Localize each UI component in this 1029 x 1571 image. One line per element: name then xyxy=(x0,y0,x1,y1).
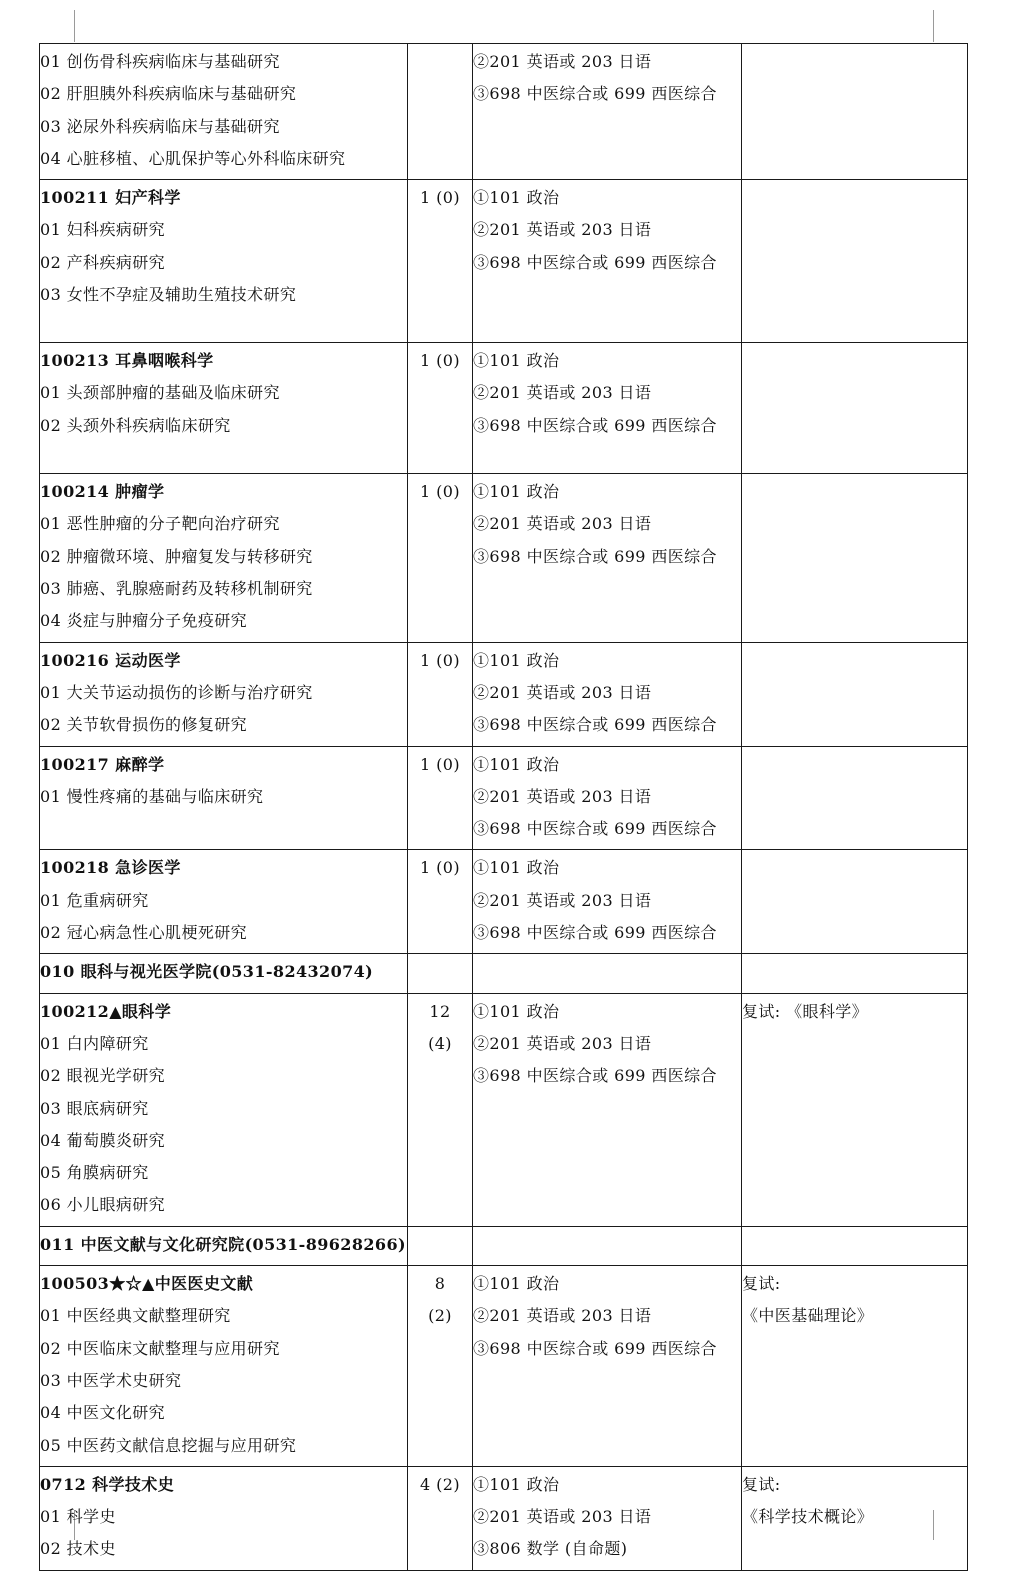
program-cell xyxy=(40,44,408,180)
exam-cell xyxy=(473,954,742,993)
program-code: 100217 麻醉学 xyxy=(40,754,165,774)
direction-item: 03 泌尿外科疾病临床与基础研究 xyxy=(40,116,280,136)
enrollment-cell xyxy=(408,474,473,642)
exam-item: ②201 英语或 203 日语 xyxy=(473,890,652,910)
exam-item: ③698 中医综合或 699 西医综合 xyxy=(473,84,717,104)
direction-item: 02 肝胆胰外科疾病临床与基础研究 xyxy=(40,84,297,104)
exam-cell xyxy=(473,850,742,954)
exam-item: ①101 政治 xyxy=(473,1474,560,1494)
direction-item: 04 炎症与肿瘤分子免疫研究 xyxy=(40,611,248,631)
remark-cell xyxy=(742,180,968,343)
remark-cell xyxy=(742,746,968,850)
table-row xyxy=(40,44,968,180)
direction-item: 06 小儿眼病研究 xyxy=(40,1195,166,1215)
program-code: 0712 科学技术史 xyxy=(40,1474,175,1494)
direction-item: 01 恶性肿瘤的分子靶向治疗研究 xyxy=(40,514,280,534)
direction-item: 01 头颈部肿瘤的基础及临床研究 xyxy=(40,383,280,403)
exam-item: ①101 政治 xyxy=(473,351,560,371)
exam-item: ①101 政治 xyxy=(473,754,560,774)
enrollment-cell xyxy=(408,850,473,954)
remark-cell xyxy=(742,343,968,474)
remark-cell xyxy=(742,44,968,180)
exam-cell xyxy=(473,642,742,746)
table-row xyxy=(40,1466,968,1570)
program-cell xyxy=(40,993,408,1226)
enrollment-count: 8 xyxy=(434,1274,446,1294)
exam-item: ②201 英语或 203 日语 xyxy=(473,1507,652,1527)
exam-item: ①101 政治 xyxy=(473,650,560,670)
exam-cell xyxy=(473,474,742,642)
direction-item: 02 产科疾病研究 xyxy=(40,252,166,272)
enrollment-count: 12 xyxy=(429,1001,451,1021)
direction-item: 03 肺癌、乳腺癌耐药及转移机制研究 xyxy=(40,579,313,599)
department-row xyxy=(40,1226,968,1265)
exam-item: ②201 英语或 203 日语 xyxy=(473,514,652,534)
enrollment-cell xyxy=(408,642,473,746)
exam-cell xyxy=(473,993,742,1226)
remark-item: 复试: xyxy=(742,1474,781,1494)
department-row xyxy=(40,954,968,993)
direction-item: 02 冠心病急性心肌梗死研究 xyxy=(40,923,248,943)
exam-cell xyxy=(473,343,742,474)
program-code: 100213 耳鼻咽喉科学 xyxy=(40,351,214,371)
exam-cell xyxy=(473,1266,742,1467)
direction-item: 01 科学史 xyxy=(40,1507,116,1527)
table-row xyxy=(40,474,968,642)
enrollment-count: 4 (2) xyxy=(420,1474,460,1494)
department-title: 010 眼科与视光医学院(0531-82432074) xyxy=(40,954,408,993)
exam-item: ②201 英语或 203 日语 xyxy=(473,52,652,71)
program-code: 100218 急诊医学 xyxy=(40,858,181,878)
enrollment-count: 1 (0) xyxy=(420,188,460,208)
direction-item: 02 关节软骨损伤的修复研究 xyxy=(40,715,248,735)
remark-item: 复试: 《眼科学》 xyxy=(742,1001,869,1021)
crop-mark-top-left xyxy=(74,10,75,42)
exam-item: ③698 中医综合或 699 西医综合 xyxy=(473,715,717,735)
direction-item: 03 女性不孕症及辅助生殖技术研究 xyxy=(40,285,297,305)
exam-item: ③698 中医综合或 699 西医综合 xyxy=(473,819,717,839)
direction-item: 05 中医药文献信息挖掘与应用研究 xyxy=(40,1435,297,1455)
program-cell xyxy=(40,474,408,642)
remark-cell xyxy=(742,642,968,746)
remark-cell xyxy=(742,1266,968,1467)
exam-item: ②201 英语或 203 日语 xyxy=(473,1306,652,1326)
exam-item: ③806 数学 (自命题) xyxy=(473,1539,628,1559)
program-cell xyxy=(40,343,408,474)
program-cell xyxy=(40,1266,408,1467)
exam-item: ③698 中医综合或 699 西医综合 xyxy=(473,546,717,566)
exam-item: ①101 政治 xyxy=(473,188,560,208)
enrollment-cell xyxy=(408,180,473,343)
direction-item: 04 中医文化研究 xyxy=(40,1403,166,1423)
direction-item: 01 慢性疼痛的基础与临床研究 xyxy=(40,786,264,806)
table-row xyxy=(40,642,968,746)
enrollment-cell xyxy=(408,343,473,474)
exam-item: ③698 中医综合或 699 西医综合 xyxy=(473,415,717,435)
exam-item: ③698 中医综合或 699 西医综合 xyxy=(473,923,717,943)
remark-cell xyxy=(742,850,968,954)
remark-cell xyxy=(742,993,968,1226)
exam-cell xyxy=(473,1466,742,1570)
enrollment-count: 1 (0) xyxy=(420,858,460,878)
direction-item: 02 肿瘤微环境、肿瘤复发与转移研究 xyxy=(40,546,313,566)
direction-item: 03 中医学术史研究 xyxy=(40,1370,182,1390)
direction-item: 01 创伤骨科疾病临床与基础研究 xyxy=(40,52,280,71)
remark-cell xyxy=(742,1226,968,1265)
exam-cell xyxy=(473,180,742,343)
program-code: 100214 肿瘤学 xyxy=(40,482,165,502)
direction-item: 02 眼视光学研究 xyxy=(40,1066,166,1086)
enrollment-cell xyxy=(408,993,473,1226)
exam-item: ②201 英语或 203 日语 xyxy=(473,682,652,702)
table-row xyxy=(40,180,968,343)
enrollment-cell xyxy=(408,954,473,993)
direction-item: 04 心脏移植、心肌保护等心外科临床研究 xyxy=(40,148,346,168)
exam-item: ③698 中医综合或 699 西医综合 xyxy=(473,252,717,272)
enrollment-catalog-table xyxy=(39,43,968,1571)
exam-item: ②201 英语或 203 日语 xyxy=(473,786,652,806)
direction-item: 02 中医临床文献整理与应用研究 xyxy=(40,1338,280,1358)
table-row xyxy=(40,850,968,954)
exam-item: ②201 英语或 203 日语 xyxy=(473,1033,652,1053)
direction-item: 01 中医经典文献整理研究 xyxy=(40,1306,231,1326)
direction-item: 01 大关节运动损伤的诊断与治疗研究 xyxy=(40,682,313,702)
program-cell xyxy=(40,180,408,343)
enrollment-recommended: (2) xyxy=(428,1306,452,1326)
program-cell xyxy=(40,746,408,850)
direction-item: 01 妇科疾病研究 xyxy=(40,220,166,240)
exam-cell xyxy=(473,1226,742,1265)
enrollment-count: 1 (0) xyxy=(420,482,460,502)
exam-item: ①101 政治 xyxy=(473,1274,560,1294)
program-cell xyxy=(40,642,408,746)
enrollment-count: 1 (0) xyxy=(420,650,460,670)
exam-item: ③698 中医综合或 699 西医综合 xyxy=(473,1066,717,1086)
direction-item: 01 危重病研究 xyxy=(40,890,149,910)
department-title: 011 中医文献与文化研究院(0531-89628266) xyxy=(40,1226,408,1265)
program-code: 100211 妇产科学 xyxy=(40,188,181,208)
remark-cell xyxy=(742,474,968,642)
program-code: 100212▲眼科学 xyxy=(40,1001,172,1021)
enrollment-cell xyxy=(408,1266,473,1467)
program-code: 100503★☆▲中医医史文献 xyxy=(40,1274,254,1294)
program-cell xyxy=(40,850,408,954)
crop-mark-top-right xyxy=(933,10,934,42)
remark-item: 《中医基础理论》 xyxy=(742,1306,874,1326)
exam-item: ②201 英语或 203 日语 xyxy=(473,383,652,403)
exam-cell xyxy=(473,746,742,850)
table-row xyxy=(40,746,968,850)
exam-item: ①101 政治 xyxy=(473,1001,560,1021)
enrollment-count: 1 (0) xyxy=(420,754,460,774)
exam-item: ①101 政治 xyxy=(473,482,560,502)
remark-cell xyxy=(742,1466,968,1570)
remark-cell xyxy=(742,954,968,993)
program-cell xyxy=(40,1466,408,1570)
remark-item: 《科学技术概论》 xyxy=(742,1507,874,1527)
enrollment-count: 1 (0) xyxy=(420,351,460,371)
direction-item: 02 头颈外科疾病临床研究 xyxy=(40,415,231,435)
catalog-body xyxy=(40,44,968,1571)
direction-item: 03 眼底病研究 xyxy=(40,1098,149,1118)
enrollment-cell xyxy=(408,746,473,850)
enrollment-cell xyxy=(408,1226,473,1265)
enrollment-recommended: (4) xyxy=(428,1033,452,1053)
exam-item: ②201 英语或 203 日语 xyxy=(473,220,652,240)
direction-item: 01 白内障研究 xyxy=(40,1033,149,1053)
direction-item: 04 葡萄膜炎研究 xyxy=(40,1130,166,1150)
remark-item: 复试: xyxy=(742,1274,781,1294)
table-row xyxy=(40,343,968,474)
exam-cell xyxy=(473,44,742,180)
program-code: 100216 运动医学 xyxy=(40,650,181,670)
enrollment-cell xyxy=(408,1466,473,1570)
direction-item: 05 角膜病研究 xyxy=(40,1163,149,1183)
exam-item: ①101 政治 xyxy=(473,858,560,878)
table-row xyxy=(40,1266,968,1467)
exam-item: ③698 中医综合或 699 西医综合 xyxy=(473,1338,717,1358)
enrollment-cell xyxy=(408,44,473,180)
table-row xyxy=(40,993,968,1226)
direction-item: 02 技术史 xyxy=(40,1539,116,1559)
